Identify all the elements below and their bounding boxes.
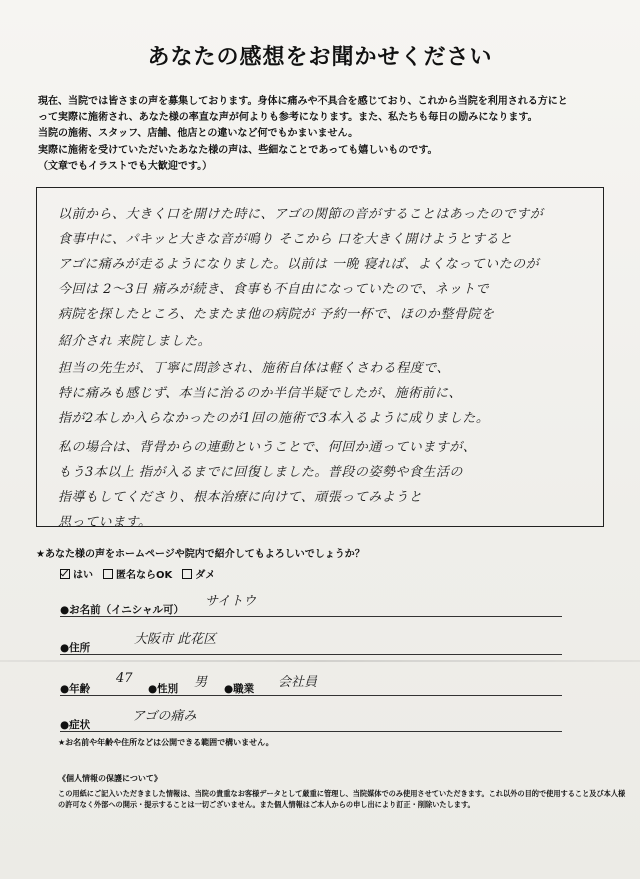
age-value[interactable]: 47 <box>116 671 133 686</box>
handwritten-comment-line: アゴに痛みが走るようになりました。以前は 一晩 寝れば、よくなっていたのが <box>58 257 540 272</box>
handwritten-comment-line: 以前から、大きく口を開けた時に、アゴの関節の音がすることはあったのですが <box>58 207 544 222</box>
privacy-line: この用紙にご記入いただきました情報は、当院の貴重なお客様データとして厳重に管理し、当院媒体でのみ使用させていただきます。これ以外の目的で使用すること及び本人様 <box>58 789 626 798</box>
address-label: ●住所 <box>60 642 91 654</box>
privacy-note: ★お名前や年齢や住所などは公開できる範囲で構いません。 <box>58 738 274 747</box>
name-value[interactable]: サイトウ <box>205 594 257 609</box>
job-label: ●職業 <box>224 683 255 695</box>
intro-line: 当院の施術、スタッフ、店舗、他店との違いなど何でもかまいません。 <box>38 128 359 140</box>
address-underline <box>60 654 562 655</box>
intro-line: 現在、当院では皆さまの声を募集しております。身体に痛みや不具合を感じており、これから当院を利用される方にと <box>38 96 568 107</box>
option-yes[interactable] <box>60 566 93 581</box>
address-value[interactable]: 大阪市 此花区 <box>134 632 217 647</box>
handwritten-comment-line: 思っています。 <box>58 515 152 530</box>
handwritten-comment-line: 担当の先生が、丁寧に問診され、施術自体は軽くさわる程度で、 <box>58 361 451 376</box>
gender-value[interactable]: 男 <box>194 675 208 690</box>
handwritten-comment-line: 私の場合は、背骨からの連動ということで、何回か通っていますが、 <box>58 440 477 455</box>
privacy-line: の許可なく外部への開示・提示することは一切ございません。また個人情報はご本人からの申し出により訂正・削除いたします。 <box>58 800 475 809</box>
checkbox-checked-icon[interactable] <box>60 569 70 579</box>
handwritten-comment-line: 今回は 2～3日 痛みが続き、食事も不自由になっていたので、ネットで <box>58 282 490 297</box>
name-label: ●お名前（イニシャル可） <box>60 604 185 616</box>
handwritten-comment-line: 紹介され 来院しました。 <box>58 334 212 349</box>
profile-underline <box>60 695 562 696</box>
symptom-underline <box>60 731 562 732</box>
age-label: ●年齢 <box>60 683 91 695</box>
checkbox-icon[interactable] <box>182 569 192 579</box>
symptom-label: ●症状 <box>60 719 91 731</box>
intro-line: って実際に施術され、あなた様の率直な声が何よりも参考になります。また、私たちも毎日の励みになります。 <box>38 112 538 124</box>
publish-question: ★あなた様の声をホームページや院内で紹介してもよろしいでしょうか？ <box>36 549 365 560</box>
option-label: 匿名ならOK <box>116 570 173 581</box>
gender-label: ●性別 <box>148 683 179 695</box>
handwritten-comment-line: 指導もしてくださり、根本治療に向けて、頑張ってみようと <box>58 490 423 505</box>
privacy-text <box>58 788 626 810</box>
intro-line: 実際に施術を受けていただいたあなた様の声は、些細なことであっても嬉しいものです。 <box>38 144 438 156</box>
option-label: ダメ <box>195 570 216 581</box>
publish-options <box>60 566 215 581</box>
name-underline <box>60 616 562 617</box>
page-title: あなたの感想をお聞かせください <box>147 45 493 70</box>
checkbox-icon[interactable] <box>103 569 113 579</box>
option-label: はい <box>73 570 93 581</box>
handwritten-comment-line: 指が2本しか入らなかったのが1回の施術で3本入るように成りました。 <box>58 411 490 426</box>
handwritten-comment-line: 病院を探したところ、たまたま他の病院が 予約一杯で、ほのか整骨院を <box>58 307 495 322</box>
symptom-value[interactable]: アゴの痛み <box>132 709 197 724</box>
intro-text <box>38 94 618 175</box>
job-value[interactable]: 会社員 <box>278 675 318 690</box>
handwritten-comment-line: 食事中に、パキッと大きな音が鳴り そこから 口を大きく開けようとすると <box>58 232 513 247</box>
intro-line: （文章でもイラストでも大歓迎です。） <box>38 160 213 172</box>
paper-fold <box>0 660 640 662</box>
option-anonymous[interactable] <box>103 566 172 581</box>
handwritten-comment-line: 特に痛みも感じず、本当に治るのか半信半疑でしたが、施術前に、 <box>58 386 462 401</box>
privacy-title: 《個人情報の保護について》 <box>58 774 162 783</box>
option-no[interactable] <box>182 566 215 581</box>
handwritten-comment-line: もう3本以上 指が入るまでに回復しました。普段の姿勢や食生活の <box>58 465 463 480</box>
